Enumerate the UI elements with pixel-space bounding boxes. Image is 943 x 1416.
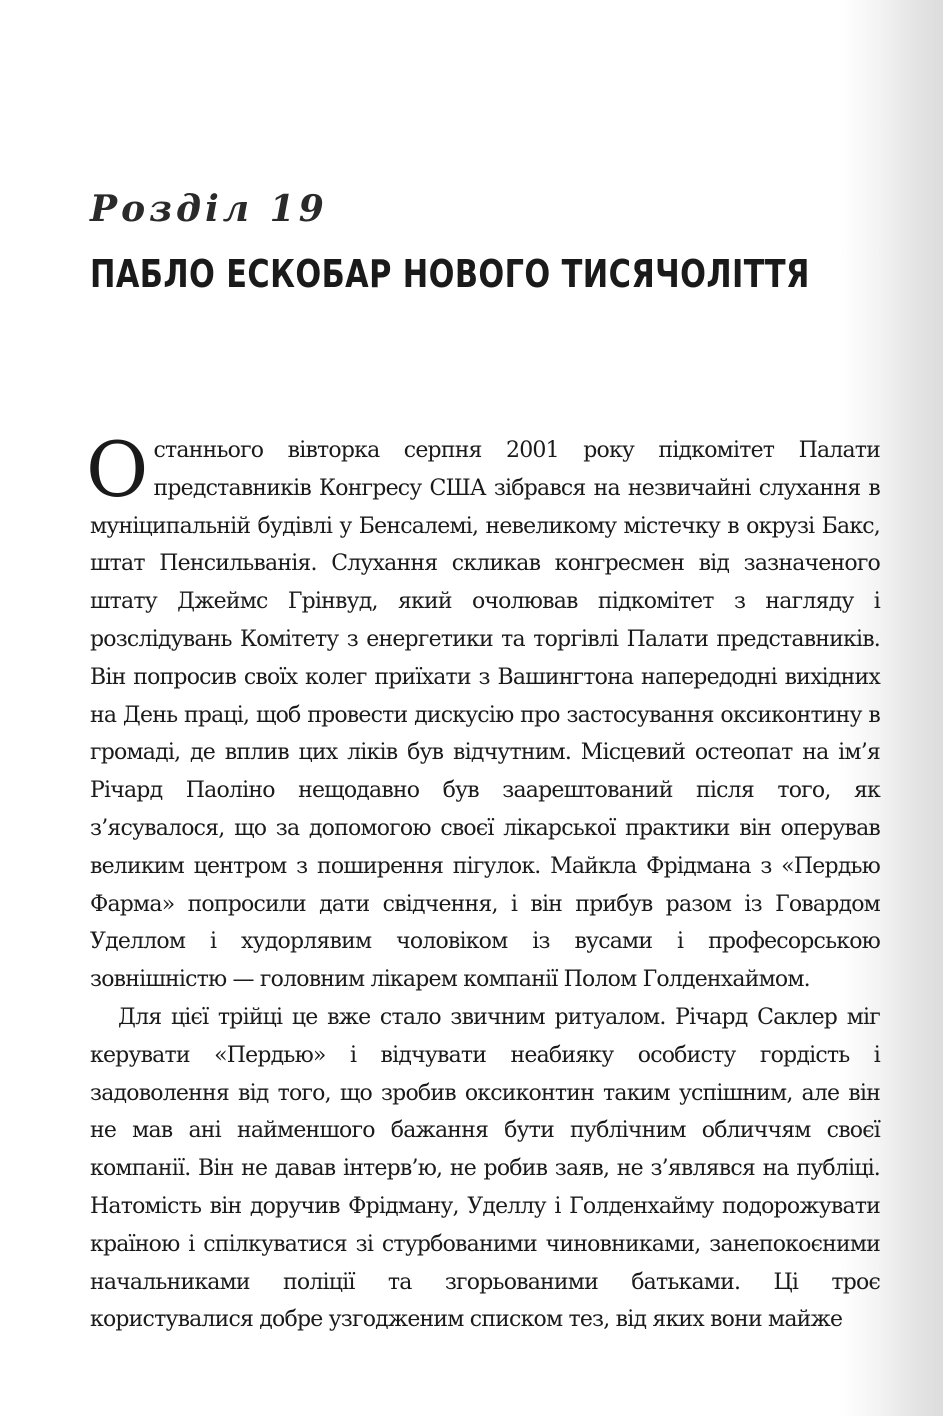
chapter-number: Розділ 19 xyxy=(90,188,328,230)
chapter-title: ПАБЛО ЕСКОБАР НОВОГО ТИСЯЧОЛІТТЯ xyxy=(90,252,810,296)
paragraph-1 xyxy=(86,425,880,999)
drop-cap: О xyxy=(86,425,148,514)
body-text xyxy=(86,425,880,1339)
paragraph-2: Для цієї трійці це вже стало звичним ритуалом. Річард Саклер міг керувати «Пердью» і відчувати неабияку особисту гордість і задоволення від того, що зробив оксиконтин таким успішним, але він не мав ані найменшого бажання бути публічним обличчям своєї компанії. Він не давав інтерв’ю, не робив заяв, не з’являвся на публіці. Натомість він доручив Фрідману, Уделлу і Голденхайму подорожувати країною і спілкуватися зі стурбованими чиновниками, занепокоєними начальниками поліції та згорьованими батьками. Ці троє користувалися добре узгодженим списком тез, від яких вони майже xyxy=(90,1004,880,1333)
paragraph-1-text: станнього вівторка серпня 2001 року підкомітет Палати представників Конгресу США зібрався на незвичайні слухання в муніципальній будівлі у Бенсалемі, невеликому містечку в окрузі Бакс, штат Пенсильванія. Слухання скликав конгресмен від зазначеного штату Джеймс Грінвуд, який очолював підкомітет з нагляду і розслідувань Комітету з енергетики та торгівлі Палати представників. Він попросив своїх колег приїхати з Вашингтона напередодні вихідних на День праці, щоб провести дискусію про застосування оксиконтину в громаді, де вплив цих ліків був відчутним. Місцевий остеопат на ім’я Річард Паоліно нещодавно був заарештований після того, як з’ясувалося, що за допомогою своєї лікарської практики він оперував великим центром з поширення пігулок. Майкла Фрідмана з «Пердью Фарма» попросили дати свідчення, і він прибув разом із Говардом Уделлом і худорлявим чоловіком із вусами і професорською зовнішністю — головним лікарем компанії Полом Голденхаймом. xyxy=(90,438,880,993)
